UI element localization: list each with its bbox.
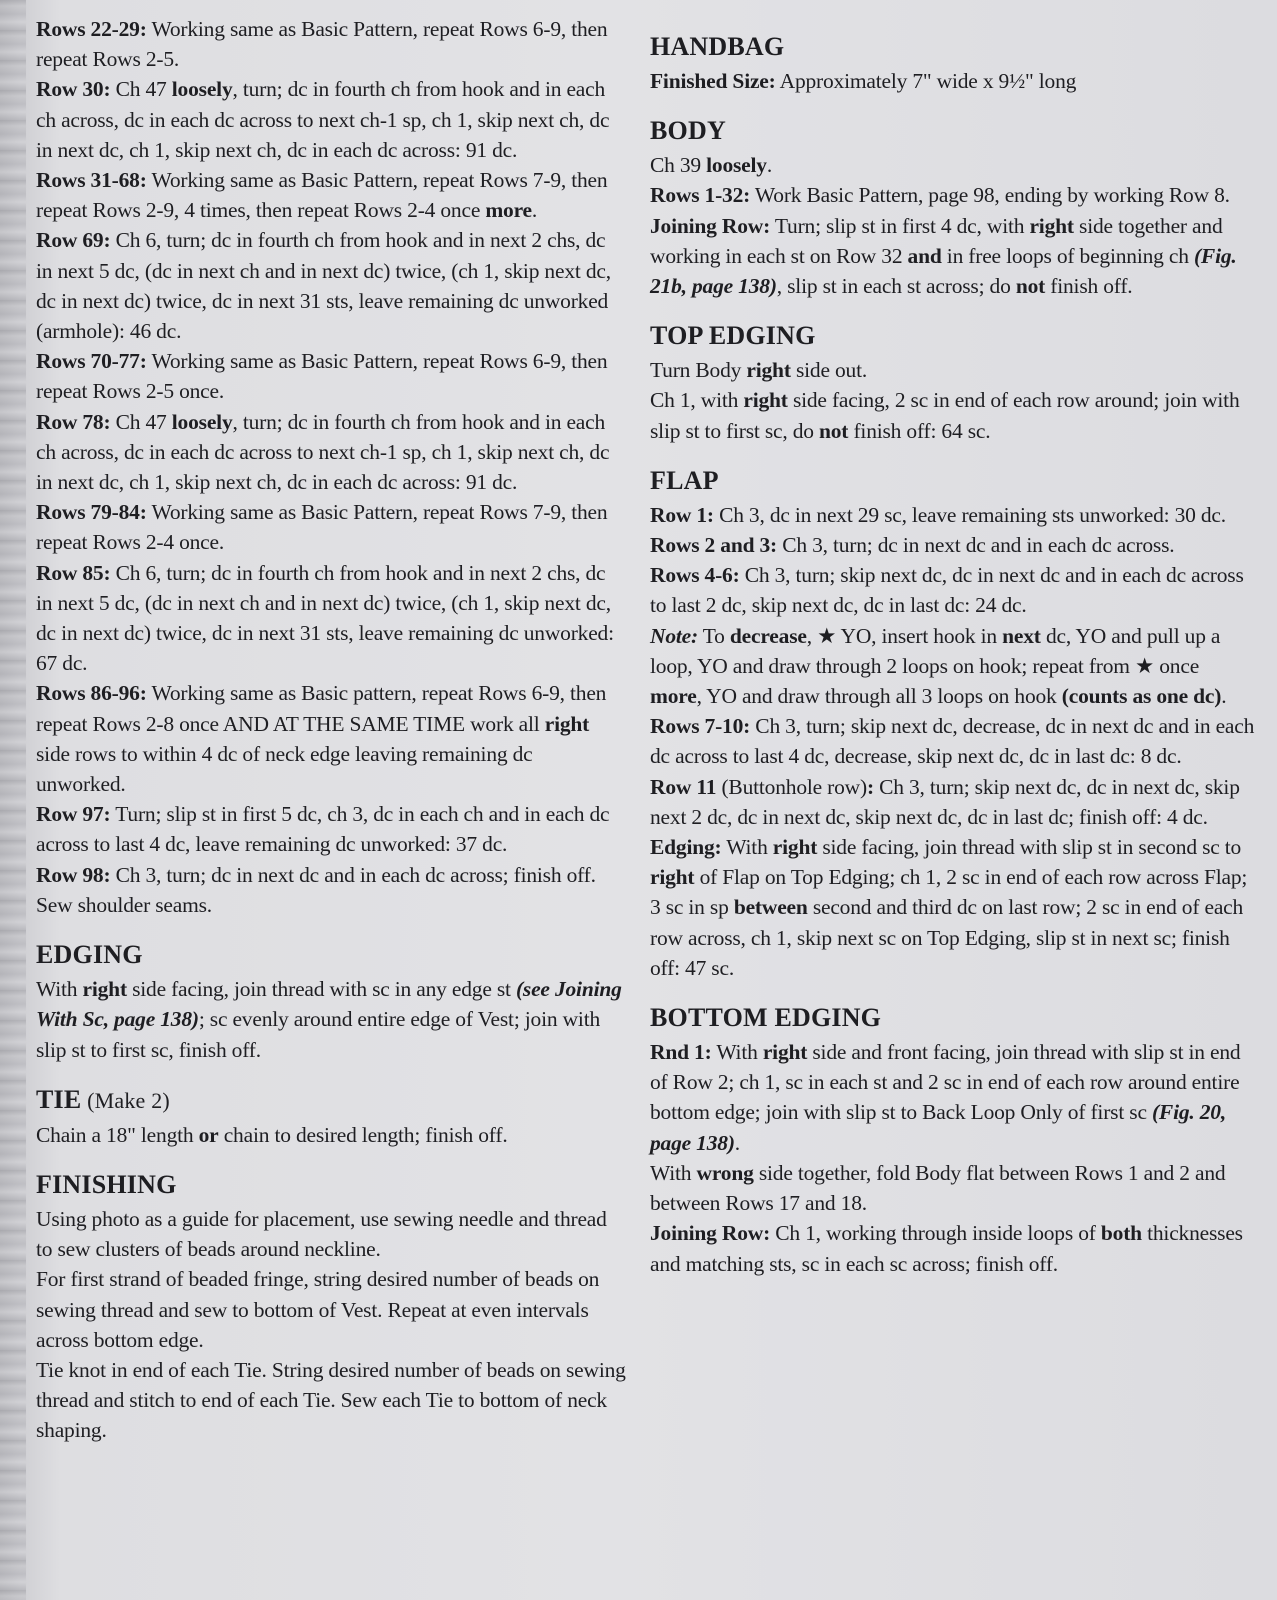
flap-edging: Edging: With right side facing, join thread with slip st in second sc to right of Flap on Top Edging; ch 1, 2 sc in end of each row across Flap; 3 sc in sp between second and third dc on last row; 2 sc in end of each row across, ch 1, skip next sc on Top Edging, slip st in next sc; finish off: 47 sc. <box>650 835 1248 980</box>
edging-instructions: With right side facing, join thread with sc in any edge st (see Joining With Sc, page 138); sc evenly around entire edge of Vest; join with slip st to first sc, finish off. <box>36 977 622 1062</box>
flap-row-1: Row 1: Ch 3, dc in next 29 sc, leave remaining sts unworked: 30 dc. <box>650 502 1226 527</box>
row-98: Row 98: Ch 3, turn; dc in next dc and in each dc across; finish off. <box>36 862 596 887</box>
finishing-paragraph-3: Tie knot in end of each Tie. String desired number of beads on sewing thread and stitch to end of each Tie. Sew each Tie to bottom of neck shaping. <box>36 1357 626 1443</box>
flap-decrease-note: Note: To decrease, ★ YO, insert hook in next dc, YO and pull up a loop, YO and draw through 2 loops on hook; repeat from ★ once more, YO and draw through all 3 loops on hook (counts as one dc). <box>650 623 1227 709</box>
tie-heading: TIE (Make 2) <box>36 1084 170 1114</box>
bottom-edging-joining-row: Joining Row: Ch 1, working through inside loops of both thicknesses and matching sts, sc in each sc across; finish off. <box>650 1221 1243 1276</box>
rows-79-84: Rows 79-84: Working same as Basic Pattern, repeat Rows 7-9, then repeat Rows 2-4 once. <box>36 500 608 555</box>
body-heading: BODY <box>650 116 726 146</box>
left-column <box>36 14 626 1446</box>
top-edging-heading: TOP EDGING <box>650 321 816 351</box>
finishing-heading: FINISHING <box>36 1169 177 1199</box>
finishing-paragraph-2: For first strand of beaded fringe, string desired number of beads on sewing thread and sew to bottom of Vest. Repeat at even intervals across bottom edge. <box>36 1267 600 1352</box>
bottom-edging-rnd-1: Rnd 1: With right side and front facing, join thread with slip st in end of Row 2; ch 1, sc in each st and 2 sc in end of each row around entire bottom edge; join with slip st to Back Loop Only of first sc (Fig. 20, page 138). <box>650 1040 1241 1155</box>
flap-heading: FLAP <box>650 465 719 495</box>
flap-rows-4-6: Rows 4-6: Ch 3, turn; skip next dc, dc in next dc and in each dc across to last 2 dc, skip next dc, dc in last dc: 24 dc. <box>650 563 1244 618</box>
page-binding-edge <box>0 0 26 1600</box>
row-30: Row 30: Ch 47 loosely, turn; dc in fourth ch from hook and in each ch across, dc in each dc across to next ch-1 sp, ch 1, skip next ch, dc in next dc, ch 1, skip next ch, dc in each dc across: 91 dc. <box>36 77 610 162</box>
body-chain: Ch 39 loosely. <box>650 153 773 178</box>
bottom-edging-fold: With wrong side together, fold Body flat between Rows 1 and 2 and between Rows 17 and 18. <box>650 1160 1226 1216</box>
rows-31-68: Rows 31-68: Working same as Basic Pattern, repeat Rows 7-9, then repeat Rows 2-9, 4 times, then repeat Rows 2-4 once more. <box>36 168 608 223</box>
flap-rows-7-10: Rows 7-10: Ch 3, turn; skip next dc, decrease, dc in next dc and in each dc across to last 4 dc, decrease, skip next dc, dc in last dc: 8 dc. <box>650 714 1255 769</box>
row-69: Row 69: Ch 6, turn; dc in fourth ch from hook and in next 2 chs, dc in next 5 dc, (dc in next ch and in next dc) twice, (ch 1, skip next dc, dc in next dc) twice, dc in next 31 sts, leave remaining dc unworked (armhole): 46 dc. <box>36 228 611 344</box>
handbag-heading: HANDBAG <box>650 32 785 61</box>
row-78: Row 78: Ch 47 loosely, turn; dc in fourth ch from hook and in each ch across, dc in each dc across to next ch-1 sp, ch 1, skip next ch, dc in next dc, ch 1, skip next ch, dc in each dc across: 91 dc. <box>36 409 610 495</box>
finished-size: Finished Size: Approximately 7" wide x 9½" long <box>650 69 1077 93</box>
body-rows-1-32: Rows 1-32: Work Basic Pattern, page 98, ending by working Row 8. <box>650 183 1230 208</box>
top-edging-instructions: Ch 1, with right side facing, 2 sc in end of each row around; join with slip st to first sc, do not finish off: 64 sc. <box>650 388 1240 443</box>
sew-shoulder-seams: Sew shoulder seams. <box>36 892 212 917</box>
finishing-paragraph-1: Using photo as a guide for placement, use sewing needle and thread to sew clusters of beads around neckline. <box>36 1206 607 1262</box>
row-85: Row 85: Ch 6, turn; dc in fourth ch from hook and in next 2 chs, dc in next 5 dc, (dc in next ch and in next dc) twice, (ch 1, skip next dc, dc in next dc) twice, dc in next 31 sts, leave remaining dc unworked: 67 dc. <box>36 560 614 676</box>
top-edging-turn: Turn Body right side out. <box>650 358 868 383</box>
row-97: Row 97: Turn; slip st in first 5 dc, ch 3, dc in each ch and in each dc across to last 4 dc, leave remaining dc unworked: 37 dc. <box>36 802 610 857</box>
rows-86-96: Rows 86-96: Working same as Basic pattern, repeat Rows 6-9, then repeat Rows 2-8 once AND AT THE SAME TIME work all right side rows to within 4 dc of neck edge leaving remaining dc unworked. <box>36 681 607 797</box>
right-column <box>650 14 1255 1279</box>
flap-rows-2-3: Rows 2 and 3: Ch 3, turn; dc in next dc and in each dc across. <box>650 533 1175 558</box>
rows-70-77: Rows 70-77: Working same as Basic Pattern, repeat Rows 6-9, then repeat Rows 2-5 once. <box>36 349 608 404</box>
bottom-edging-heading: BOTTOM EDGING <box>650 1003 882 1033</box>
body-joining-row: Joining Row: Turn; slip st in first 4 dc, with right side together and working in each st on Row 32 and in free loops of beginning ch (Fig. 21b, page 138), slip st in each st across; do not finish off. <box>650 213 1237 299</box>
rows-22-29: Rows 22-29: Working same as Basic Pattern, repeat Rows 6-9, then repeat Rows 2-5. <box>36 17 608 72</box>
flap-row-11: Row 11 (Buttonhole row): Ch 3, turn; skip next dc, dc in next dc, skip next 2 dc, dc in next dc, skip next dc, dc in last dc; finish off: 4 dc. <box>650 774 1240 829</box>
edging-heading: EDGING <box>36 940 143 970</box>
tie-instructions: Chain a 18" length or chain to desired length; finish off. <box>36 1122 508 1147</box>
